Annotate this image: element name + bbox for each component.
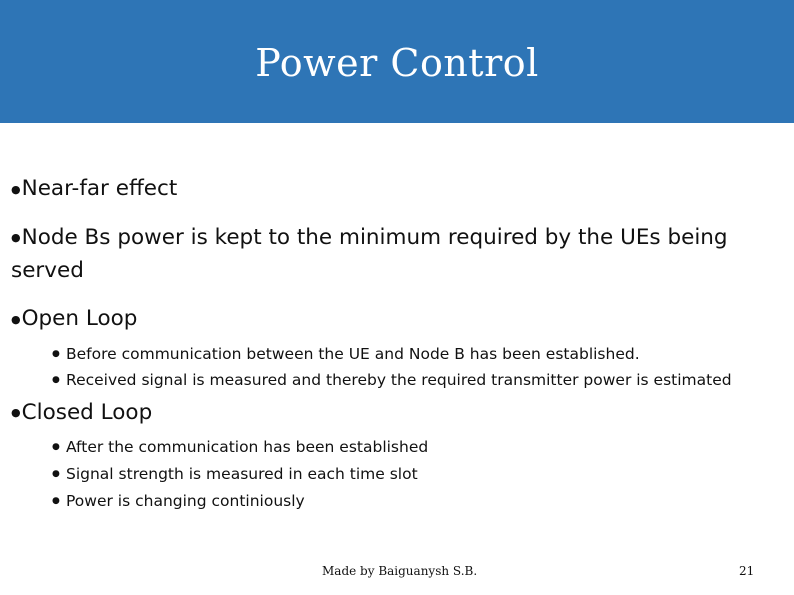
sub-bullet-text: After the communication has been established [66, 438, 429, 457]
bullet-text: Open Loop [21, 306, 138, 331]
bullet-near-far [11, 172, 781, 206]
bullet-node-b-power [11, 221, 781, 288]
footer-author: Made by Baiguanysh S.B. [322, 564, 478, 578]
bullet-dot-icon: ● [11, 312, 21, 326]
bullet-dot-icon: ● [11, 406, 21, 420]
bullet-text: Closed Loop [21, 399, 153, 425]
slide-title: Power Control [255, 41, 539, 85]
sub-bullet-dot-icon: ● [52, 469, 60, 480]
sub-bullet [11, 341, 781, 368]
sub-bullet [11, 488, 781, 515]
slide-content [11, 172, 781, 515]
bullet-dot-icon: ● [11, 182, 21, 196]
sub-bullet-text: Received signal is measured and thereby the required transmitter power is estimated [66, 371, 732, 390]
open-loop-sublist [11, 341, 781, 394]
bullet-text: Node Bs power is kept to the minimum required by the UEs being served [11, 224, 728, 283]
bullet-dot-icon: ● [11, 231, 21, 244]
sub-bullet-dot-icon: ● [52, 348, 60, 359]
sub-bullet-text: Before communication between the UE and Node B has been established. [66, 344, 640, 363]
sub-bullet-dot-icon: ● [52, 495, 60, 506]
sub-bullet [11, 367, 781, 394]
sub-bullet-text: Signal strength is measured in each time slot [66, 465, 418, 484]
bullet-open-loop [11, 302, 781, 336]
sub-bullet [11, 434, 781, 461]
sub-bullet [11, 461, 781, 488]
bullet-text: Near-far effect [21, 176, 178, 201]
page-number: 21 [739, 564, 755, 578]
bullet-closed-loop [11, 396, 781, 430]
sub-bullet-dot-icon: ● [52, 375, 60, 386]
closed-loop-sublist [11, 434, 781, 514]
sub-bullet-dot-icon: ● [52, 442, 60, 453]
sub-bullet-text: Power is changing continiously [66, 491, 305, 510]
title-bar [0, 0, 794, 123]
